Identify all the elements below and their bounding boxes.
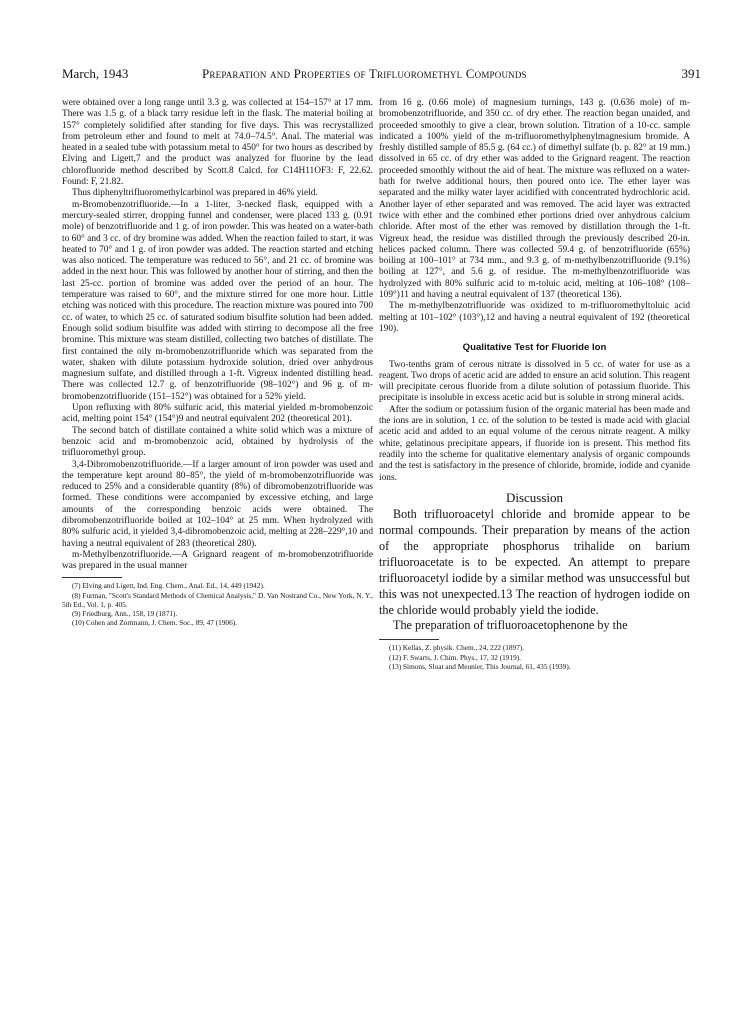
footnote-rule — [379, 639, 439, 640]
footnote: (11) Kellas, Z. physik. Chem., 24, 222 (1897). — [389, 643, 525, 653]
paragraph: from 16 g. (0.66 mole) of magnesium turnings, 143 g. (0.636 mole) of m-bromobenzotrifluoride, and 350 cc. of dry ether. The reaction began unaided, and proceeded smoothly to give a clear, brown solution. Titration of a 10-cc. sample indicated a 100% yield of the m-trifluoromethylphenylmagnesium bromide. A freshly distilled sample of 85.5 g. (64 cc.) of dimethyl sulfate (b. p. 82° at 19 mm.) dissolved in 65 cc. of dry ether was added to the Grignard reagent. The reaction proceeded smoothly without the aid of heat. The mixture was refluxed on a water-bath for twelve additional hours, then poured onto ice. The ether layer was separated and the milky water layer acidified with concentrated hydrochloric acid. Another layer of ether separated and was removed. The acid layer was extracted twice with ether and the combined ether portions dried over anhydrous calcium chloride. After most of the ether was removed by distillation through the 1-ft. Vigreux head, the residue was distilled through the previously described 20-in. helices packed column. There was collected 59.4 g. of benzotrifluoride (65%) boiling at 100–101° at 734 mm., and 9.3 g. of m-methylbenzotrifluoride (9.1%) boiling at 127°, and 5.6 g. of residue. The m-methylbenzotrifluoride was hydrolyzed with 80% sulfuric acid to m-toluic acid, melting at 106–108° (108–109°)11 and having a neutral equivalent of 137 (theoretical 136). — [379, 98, 690, 301]
running-title: Preparation and Properties of Trifluoromethyl Compounds — [202, 66, 527, 81]
footnotes — [379, 643, 690, 671]
paragraph: were obtained over a long range until 3.3 g. was collected at 154–157° at 17 mm. There was 1.5 g. of a black tarry residue left in the flask. The material boiling at 157° completely solidified after standing for five days. This was recrystallized from petroleum ether and found to melt at 74.0–74.5°. Anal. The material was heated in a sealed tube with potassium metal to 450° for two hours as described by Elving and Ligett,7 and the product was analyzed for fluorine by the lead chlorofluoride method described by Scott.8 Calcd. for C14H11OF3: F, 22.62. Found: F, 21.82. — [62, 98, 373, 188]
section-heading: Qualitative Test for Fluoride Ion — [462, 342, 607, 354]
paragraph: The second batch of distillate contained a white solid which was a mixture of benzoic acid and m-bromobenzoic acid, obtained by hydrolysis of the trifluoromethyl group. — [62, 425, 373, 459]
paragraph: The preparation of trifluoroacetophenone by the — [393, 618, 628, 633]
footnote-rule — [62, 577, 122, 578]
paragraph: Thus diphenyltrifluoromethylcarbinol was prepared in 46% yield. — [72, 188, 318, 199]
paragraph: m-Bromobenzotrifluoride.—In a 1-liter, 3-necked flask, equipped with a mercury-sealed stirrer, dropping funnel and condenser, were placed 133 g. (0.91 mole) of benzotrifluoride and 1 g. of iron powder. This was heated on a water-bath to 60° and 3 cc. of dry bromine was added. When the reaction failed to start, it was heated to 70° and 1 g. of iron powder was added. The reaction started and etching was also noticed. The temperature was reduced to 56°, and 21 cc. of bromine was added in the next hour. This was followed by another hour of stirring, and then the last 25-cc. portion of bromine was added over the period of an hour. The temperature was raised to 60°, and the mixture stirred for one more hour. Little etching was noticed with this procedure. The reaction mixture was poured into 700 cc. of water, to which 25 cc. of saturated sodium bisulfite solution had been added. Enough solid sodium bisulfite was added with stirring to decompose all the free bromine. This mixture was steam distilled, collecting two batches of distillate. The first contained the oily m-bromobenzotrifluoride which was separated from the water, shaken with dilute potassium hydroxide solution, dried over anhydrous magnesium sulfate, and distilled through a 1-ft. Vigreux indented distilling head. There was collected 12.7 g. of benzotrifluoride (98–102°) and 96 g. of m-bromobenzotrifluoride (151–152°) was obtained for a 52% yield. — [62, 199, 373, 402]
issue-date: March, 1943 — [62, 66, 129, 81]
paragraph: Two-tenths gram of cerous nitrate is dissolved in 5 cc. of water for use as a reagent. Two drops of acetic acid are added to ensure an acid solution. This reagent will precipitate cerous fluoride from a dilute solution of potassium fluoride. This precipitate is insoluble in excess acetic acid but is soluble in strong mineral acids. — [379, 359, 690, 404]
left-column — [62, 98, 373, 627]
footnote: (7) Elving and Ligett, Ind. Eng. Chem., Anal. Ed., 14, 449 (1942). — [72, 581, 265, 591]
paragraph: After the sodium or potassium fusion of the organic material has been made and the ions are in solution, 1 cc. of the solution to be tested is made acid with glacial acetic acid and added to an equal volume of the cerous nitrate reagent. A milky white, gelatinous precipitate appears, if fluoride ion is present. This method fits readily into the scheme for qualitative elementary analysis of organic compounds and the test is satisfactory in the presence of chloride, bromide, iodide and cyanide ions. — [379, 404, 690, 483]
footnote: (12) F. Swarts, J. Chim. Phys., 17, 32 (1919). — [389, 652, 521, 662]
footnote: (9) Friedburg, Ann., 158, 19 (1871). — [72, 609, 178, 619]
paragraph: Both trifluoroacetyl chloride and bromide appear to be normal compounds. Their preparation by means of the action of the appropriate phosphorus trihalide on barium trifluoroacetate is to be expected. An attempt to prepare trifluoroacetyl iodide by a similar method was unsuccessful but this was not unexpected.13 The reaction of hydrogen iodide on the chloride would probably yield the iodide. — [379, 507, 690, 617]
discussion-body — [379, 507, 690, 634]
running-header — [62, 66, 701, 88]
footnotes — [62, 581, 373, 627]
footnote: (13) Simons, Sloat and Meunier, This Journal, 61, 435 (1939). — [389, 661, 571, 671]
footnote: (8) Furman, "Scott's Standard Methods of Chemical Analysis," D. Van Nostrand Co., New York, N. Y., 5th Ed., Vol. 1, p. 405. — [62, 590, 373, 609]
paragraph: 3,4-Dibromobenzotrifluoride.—If a larger amount of iron powder was used and the temperature kept around 80–85°, the yield of m-bromobenzotrifluoride was reduced to 25% and a considerable quantity (8%) of dibromobenzotrifluoride was formed. These conditions were accompanied by excessive etching, and large amounts of the corresponding benzoic acids were obtained. The dibromobenzotrifluoride boiled at 102–104° at 25 mm. When hydrolyzed with 80% sulfuric acid, it yielded 3,4-dibromobenzoic acid, melting at 228–229°,10 and having a neutral equivalent of 283 (theoretical 280). — [62, 459, 373, 549]
page-number: 391 — [681, 66, 701, 81]
discussion-heading: Discussion — [505, 489, 564, 505]
right-column — [379, 98, 690, 671]
paragraph: Upon refluxing with 80% sulfuric acid, this material yielded m-bromobenzoic acid, melting point 154° (154°)9 and neutral equivalent 202 (theoretical 201). — [62, 403, 373, 425]
paragraph: m-Methylbenzotrifluoride.—A Grignard reagent of m-bromobenzotrifluoride was prepared in the usual manner — [62, 549, 373, 572]
footnote: (10) Cohen and Zortmann, J. Chem. Soc., 89, 47 (1906). — [72, 618, 237, 628]
paragraph: The m-methylbenzotrifluoride was oxidized to m-trifluoromethyltoluic acid melting at 101–102° (103°),12 and having a neutral equivalent of 192 (theoretical 190). — [379, 301, 690, 334]
